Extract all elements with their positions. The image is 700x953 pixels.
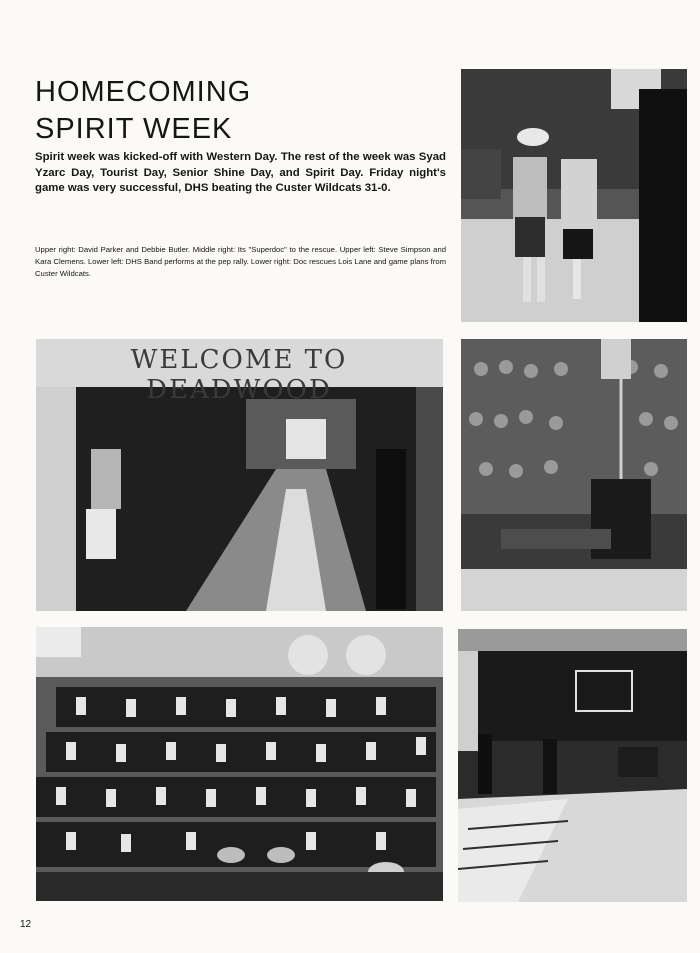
photo-lower-left — [36, 627, 443, 901]
title-line-1: HOMECOMING — [35, 76, 252, 108]
photo-upper-left — [36, 339, 443, 611]
intro-paragraph: Spirit week was kicked-off with Western Day. The rest of the week was Syad Yzarc Day, Tourist Day, Senior Shine Day, and Spirit Day. Friday night's game was very successful, DHS beating the Custer Wildcats 31-0. — [35, 151, 446, 195]
photo-lower-right — [458, 629, 687, 902]
page-title — [35, 74, 455, 148]
photo-caption: Upper right: David Parker and Debbie Butler. Middle right: Its "Superdoc" to the rescue. Upper left: Steve Simpson and Kara Clemens. Lower left: DHS Band performs at the pep rally. Lower right: Doc rescues Lois Lane and game plans from Custer Wildcats. — [35, 245, 446, 278]
photo-middle-right — [461, 339, 687, 611]
welcome-banner-text: WELCOME TO DEADWOOD — [130, 345, 348, 405]
photo-upper-right — [461, 69, 687, 322]
title-line-2: SPIRIT WEEK — [35, 113, 233, 145]
page-number: 12 — [20, 919, 32, 930]
